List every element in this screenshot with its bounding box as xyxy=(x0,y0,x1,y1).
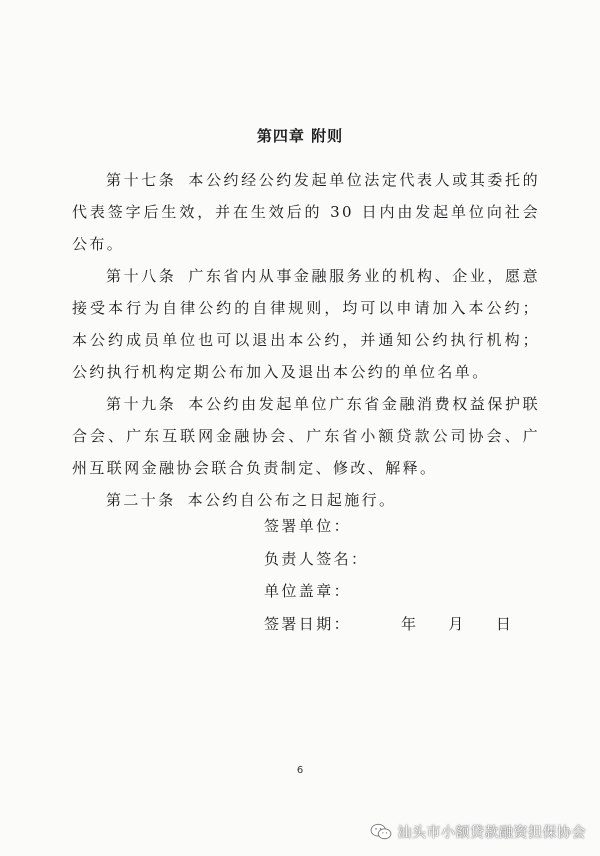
unit-seal-label: 单位盖章： xyxy=(264,582,352,600)
article-18 xyxy=(72,260,540,388)
signing-date-label: 签署日期： xyxy=(264,614,352,633)
article-text: 广东省内从事金融服务业的机构、企业，愿意接受本行为自律公约的自律规则，均可以申请加入本公约；本公约成员单位也可以退出本公约，并通知公约执行机构；公约执行机构定期公布加入及退出本公约的单位名单。 xyxy=(72,267,540,381)
date-month: 月 xyxy=(448,614,466,633)
article-19 xyxy=(72,388,540,484)
signature-block xyxy=(264,510,513,640)
article-number: 第十九条 xyxy=(106,395,177,413)
wechat-icon xyxy=(370,823,392,841)
watermark xyxy=(370,822,587,842)
page-number: 6 xyxy=(296,765,304,776)
article-number: 第二十条 xyxy=(106,491,176,509)
article-number: 第十七条 xyxy=(106,171,177,189)
signing-date-line xyxy=(264,608,513,641)
signing-unit-label: 签署单位： xyxy=(264,517,352,535)
article-text: 本公约由发起单位广东省金融消费权益保护联合会、广东互联网金融协会、广东省小额贷款公司协会、广州互联网金融协会联合负责制定、修改、解释。 xyxy=(72,395,540,477)
chapter-title: 第四章 附则 xyxy=(256,127,344,145)
article-text: 本公约自公布之日起施行。 xyxy=(187,491,397,509)
date-year: 年 xyxy=(401,614,419,633)
article-17 xyxy=(72,164,540,260)
article-text: 本公约经公约发起单位法定代表人或其委托的代表签字后生效，并在生效后的 30 日内由发起单位向社会公布。 xyxy=(72,171,540,253)
person-in-charge-label: 负责人签名： xyxy=(264,549,369,568)
watermark-text: 汕头市小额贷款融资担保协会 xyxy=(397,825,586,841)
articles-body xyxy=(72,164,540,516)
date-day: 日 xyxy=(495,614,514,633)
article-number: 第十八条 xyxy=(106,267,177,285)
